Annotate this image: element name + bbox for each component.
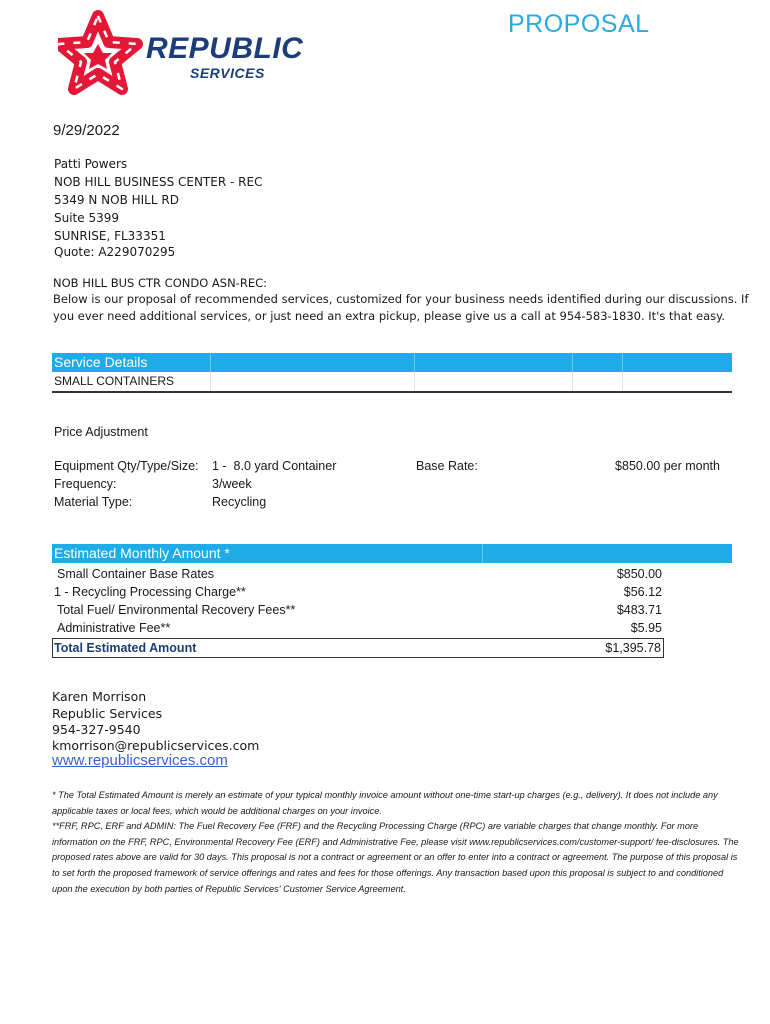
- line-item-value: $850.00: [616, 567, 662, 581]
- price-adjustment-label: Price Adjustment: [54, 425, 148, 439]
- line-item-value: $5.95: [630, 621, 662, 635]
- republic-services-logo: [58, 10, 318, 100]
- grid-line: [210, 372, 211, 391]
- grid-line: [622, 372, 623, 391]
- service-category: SMALL CONTAINERS: [54, 374, 175, 388]
- header-divider: [482, 544, 483, 563]
- service-details-header: [52, 353, 732, 372]
- section-rule: [52, 391, 732, 393]
- header-divider: [414, 353, 415, 372]
- page-title: PROPOSAL: [508, 10, 650, 38]
- logo-secondary-text: SERVICES: [190, 65, 265, 81]
- equipment-value: 1 - 8.0 yard Container: [212, 459, 337, 473]
- frequency-value: 3/week: [212, 477, 252, 491]
- estimate-header: [52, 544, 732, 563]
- contact-phone: 954-327-9540: [52, 722, 141, 737]
- total-label: Total Estimated Amount: [54, 641, 197, 655]
- intro-body: Below is our proposal of recommended services, customized for your business needs identified during our discussions. If you ever need additional services, or just need an extra pickup, please give us a call at 954-583-1830. It's that easy.: [53, 292, 749, 323]
- base-rate-value: $850.00 per month: [615, 459, 720, 473]
- frequency-label: Frequency:: [54, 477, 117, 491]
- contact-company: Republic Services: [52, 706, 163, 721]
- line-item-label: Total Fuel/ Environmental Recovery Fees**: [57, 603, 296, 617]
- service-details-label: Service Details: [54, 354, 148, 370]
- line-item-label: Administrative Fee**: [57, 621, 171, 635]
- contact-name: Karen Morrison: [52, 689, 147, 704]
- customer-city: SUNRISE, FL33351: [54, 229, 166, 243]
- contact-email[interactable]: kmorrison@republicservices.com: [52, 738, 260, 753]
- total-value: $1,395.78: [605, 641, 661, 655]
- line-item-label: 1 - Recycling Processing Charge**: [54, 585, 246, 599]
- intro-heading: NOB HILL BUS CTR CONDO ASN-REC:: [53, 276, 267, 290]
- material-type-label: Material Type:: [54, 495, 133, 509]
- customer-business: NOB HILL BUSINESS CENTER - REC: [54, 175, 263, 189]
- material-type-value: Recycling: [212, 495, 267, 509]
- grid-line: [414, 372, 415, 391]
- customer-suite: Suite 5399: [54, 211, 119, 225]
- grid-line: [572, 372, 573, 391]
- estimate-header-label: Estimated Monthly Amount *: [54, 545, 230, 561]
- line-item-value: $483.71: [616, 603, 662, 617]
- proposal-date: 9/29/2022: [53, 122, 120, 139]
- logo-primary-text: REPUBLIC: [146, 32, 304, 65]
- quote-number: Quote: A229070295: [54, 245, 176, 259]
- equipment-label: Equipment Qty/Type/Size:: [54, 459, 199, 473]
- header-divider: [622, 353, 623, 372]
- total-row: [52, 638, 664, 658]
- line-item-label: Small Container Base Rates: [57, 567, 215, 581]
- line-item-value: $56.12: [623, 585, 662, 599]
- customer-name: Patti Powers: [54, 157, 128, 171]
- header-divider: [210, 353, 211, 372]
- website-link[interactable]: www.republicservices.com: [52, 752, 228, 769]
- header-divider: [572, 353, 573, 372]
- disclaimer: [52, 788, 742, 897]
- base-rate-label: Base Rate:: [416, 459, 478, 473]
- customer-street: 5349 N NOB HILL RD: [54, 193, 179, 207]
- disclaimer-estimate-note: * The Total Estimated Amount is merely an estimate of your typical monthly invoice amount without one-time start-up charges (e.g., delivery). It does not include any applicable taxes or local fees, which would be additional charges on your invoice.: [52, 790, 718, 816]
- disclaimer-fees-note: **FRF, RPC, ERF and ADMIN: The Fuel Recovery Fee (FRF) and the Recycling Processing Charge (RPC) are variable charges that change monthly. For more information on the FRF, RPC, Environmental Recovery Fee (ERF) and Administrative Fee, please visit www.republicservices.com/customer-support/ fee-disclosures. The proposed rates above are valid for 30 days. This proposal is not a contract or agreement or an offer to enter into a contract or agreement. The purpose of this proposal is to set forth the proposed framework of service offerings and rates and fees for those offerings. Any transaction based upon this proposal is subject to and conditioned upon the execution by both parties of Republic Services' Customer Service Agreement.: [52, 821, 739, 894]
